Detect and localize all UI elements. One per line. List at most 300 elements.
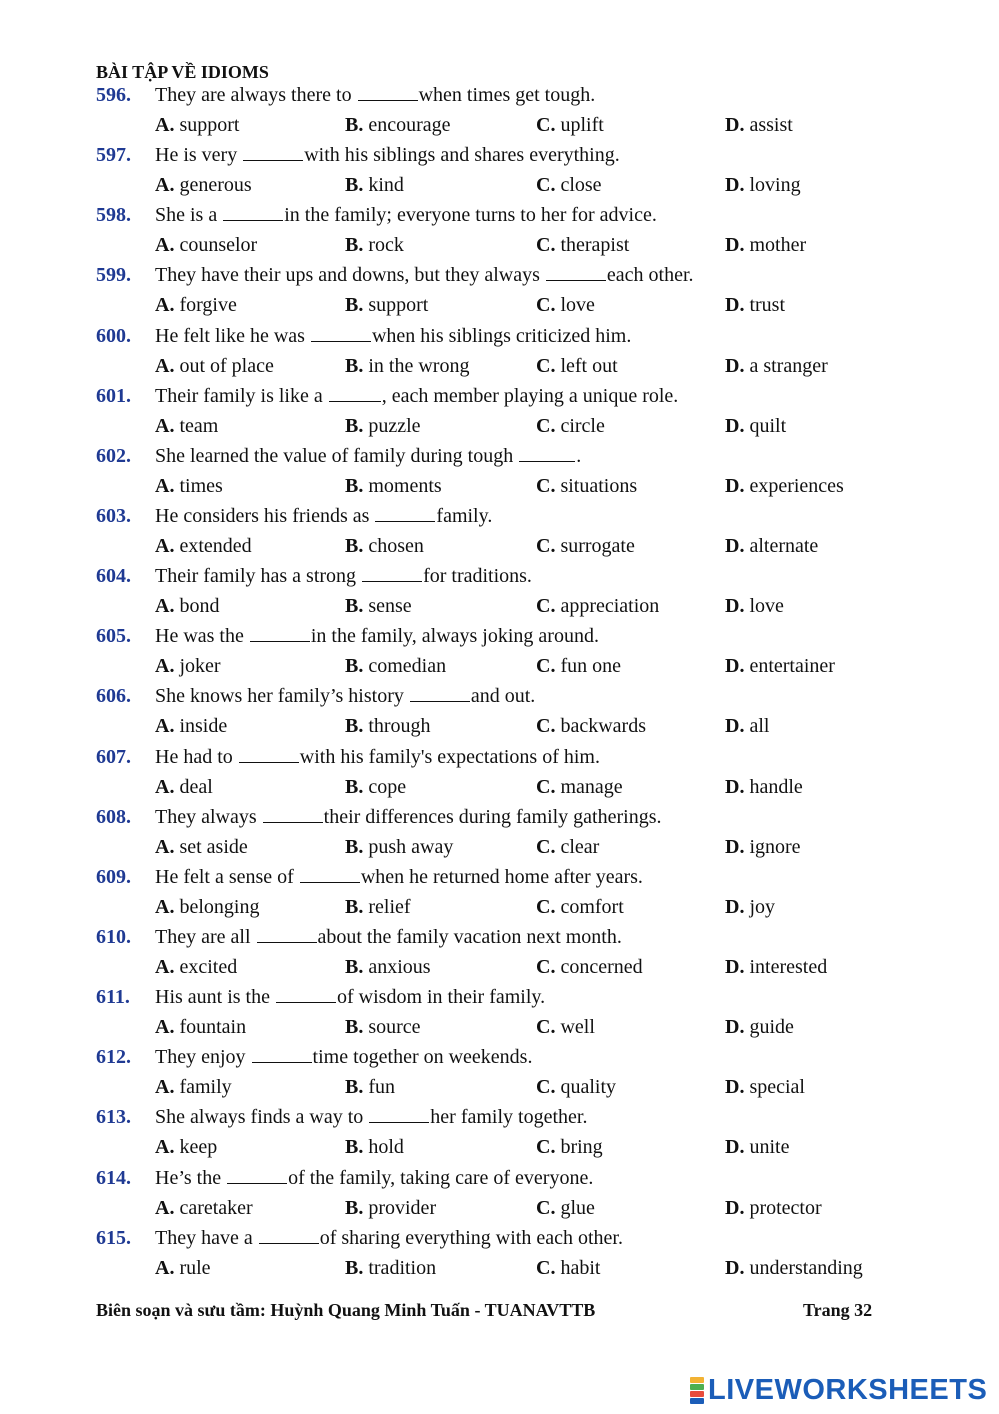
option-text: backwards (560, 715, 646, 738)
question-text-before: He felt a sense of (155, 865, 299, 888)
answer-blank[interactable] (227, 1167, 287, 1184)
question-text-before: Their family is like a (155, 384, 328, 407)
option-letter: D. (725, 715, 745, 738)
option-c[interactable] (536, 1197, 595, 1219)
option-letter: B. (345, 1256, 364, 1279)
option-letter: C. (536, 354, 556, 377)
answer-blank[interactable] (257, 926, 317, 943)
option-text: left out (560, 354, 618, 377)
question-text (155, 144, 620, 166)
option-letter: C. (536, 895, 556, 918)
answer-blank[interactable] (375, 505, 435, 522)
option-text: protector (749, 1196, 822, 1219)
option-a[interactable] (155, 595, 219, 617)
question-text-before: They enjoy (155, 1046, 251, 1069)
option-letter: C. (536, 1016, 556, 1039)
question-text-before: She learned the value of family during tough (155, 444, 519, 467)
option-text: puzzle (368, 414, 421, 437)
option-text: extended (179, 534, 252, 557)
option-text: therapist (560, 234, 630, 257)
question-text-after: with his siblings and shares everything. (304, 144, 620, 167)
answer-blank[interactable] (369, 1106, 429, 1123)
question-number: 605. (96, 625, 131, 648)
option-b[interactable] (345, 655, 446, 677)
option-b[interactable] (345, 595, 412, 617)
question-text (155, 84, 595, 106)
question-text-before: They are all (155, 925, 256, 948)
question-item (0, 982, 999, 1042)
option-letter: D. (725, 655, 745, 678)
option-text: comedian (368, 655, 447, 678)
option-b[interactable] (345, 234, 404, 256)
question-text-before: She is a (155, 204, 223, 227)
option-letter: B. (345, 234, 364, 257)
option-letter: A. (155, 1256, 175, 1279)
option-text: inside (179, 715, 228, 738)
option-letter: A. (155, 234, 175, 257)
option-b[interactable] (345, 535, 424, 557)
option-d[interactable] (725, 655, 835, 677)
option-d[interactable] (725, 415, 786, 437)
option-a[interactable] (155, 1136, 217, 1158)
option-letter: A. (155, 174, 175, 197)
page-title: BÀI TẬP VỀ IDIOMS (96, 62, 269, 82)
question-text-after: when his siblings criticized him. (371, 324, 632, 347)
option-c[interactable] (536, 294, 595, 316)
option-a[interactable] (155, 715, 227, 737)
option-d[interactable] (725, 1016, 794, 1038)
question-item (0, 200, 999, 260)
option-d[interactable] (725, 475, 844, 497)
option-c[interactable] (536, 1257, 600, 1279)
question-number: 598. (96, 204, 131, 227)
option-letter: B. (345, 775, 364, 798)
option-a[interactable] (155, 174, 252, 196)
question-item (0, 681, 999, 741)
question-text (155, 1167, 593, 1189)
option-letter: D. (725, 1196, 745, 1219)
option-b[interactable] (345, 114, 451, 136)
option-letter: D. (725, 414, 745, 437)
question-item (0, 742, 999, 802)
option-d[interactable] (725, 535, 818, 557)
answer-blank[interactable] (311, 325, 371, 342)
option-letter: C. (536, 1256, 556, 1279)
option-text: comfort (560, 895, 624, 918)
option-letter: D. (725, 234, 745, 257)
option-text: assist (749, 114, 793, 136)
option-text: understanding (749, 1256, 863, 1279)
option-text: concerned (560, 955, 643, 978)
option-text: counselor (179, 234, 258, 257)
option-text: habit (560, 1256, 601, 1279)
question-text-before: He felt like he was (155, 324, 310, 347)
option-text: uplift (560, 114, 604, 136)
option-letter: A. (155, 114, 175, 136)
question-text-before: They are always there to (155, 84, 357, 106)
question-text-after: , each member playing a unique role. (381, 384, 679, 407)
option-c[interactable] (536, 1136, 603, 1158)
answer-blank[interactable] (362, 565, 422, 582)
question-text-after: about the family vacation next month. (317, 925, 622, 948)
option-a[interactable] (155, 1076, 232, 1098)
question-number: 609. (96, 865, 131, 888)
option-text: love (560, 294, 595, 317)
answer-blank[interactable] (410, 685, 470, 702)
option-c[interactable] (536, 595, 659, 617)
question-text (155, 385, 678, 407)
question-number: 608. (96, 805, 131, 828)
option-text: push away (368, 835, 454, 858)
option-text: well (560, 1016, 595, 1039)
option-letter: D. (725, 474, 745, 497)
answer-blank[interactable] (252, 1046, 312, 1063)
logo-stripe (690, 1377, 704, 1383)
option-text: deal (179, 775, 213, 798)
option-letter: D. (725, 955, 745, 978)
option-c[interactable] (536, 956, 643, 978)
option-c[interactable] (536, 174, 602, 196)
question-text-after: of the family, taking care of everyone. (288, 1166, 594, 1189)
option-letter: D. (725, 895, 745, 918)
liveworksheets-logo-icon (690, 1377, 704, 1404)
answer-blank[interactable] (546, 264, 606, 281)
answer-blank[interactable] (358, 84, 418, 101)
answer-blank[interactable] (250, 625, 310, 642)
option-b[interactable] (345, 1076, 395, 1098)
option-text: loving (749, 174, 801, 197)
option-letter: A. (155, 294, 175, 317)
option-b[interactable] (345, 715, 431, 737)
option-letter: C. (536, 474, 556, 497)
question-number: 597. (96, 144, 131, 167)
option-text: ignore (749, 835, 801, 858)
option-c[interactable] (536, 355, 618, 377)
option-d[interactable] (725, 1257, 863, 1279)
option-c[interactable] (536, 896, 624, 918)
option-text: caretaker (179, 1196, 253, 1219)
option-letter: A. (155, 595, 175, 618)
option-text: out of place (179, 354, 274, 377)
logo-stripe (690, 1384, 704, 1390)
answer-blank[interactable] (276, 986, 336, 1003)
option-text: guide (749, 1016, 794, 1039)
option-letter: A. (155, 474, 175, 497)
question-item (0, 1042, 999, 1102)
answer-blank[interactable] (263, 806, 323, 823)
option-letter: C. (536, 715, 556, 738)
option-letter: D. (725, 1016, 745, 1039)
option-letter: C. (536, 1196, 556, 1219)
option-text: handle (749, 775, 803, 798)
option-text: set aside (179, 835, 248, 858)
question-text-after: when he returned home after years. (360, 865, 643, 888)
option-d[interactable] (725, 114, 793, 136)
question-text-after: each other. (606, 264, 694, 287)
question-item (0, 501, 999, 561)
question-text-after: their differences during family gatherings. (323, 805, 662, 828)
question-item (0, 802, 999, 862)
option-b[interactable] (345, 415, 421, 437)
option-text: rock (368, 234, 404, 257)
option-letter: C. (536, 655, 556, 678)
option-text: kind (368, 174, 404, 197)
option-letter: D. (725, 595, 745, 618)
answer-blank[interactable] (329, 385, 381, 402)
option-d[interactable] (725, 715, 769, 737)
option-letter: A. (155, 414, 175, 437)
question-item (0, 922, 999, 982)
option-d[interactable] (725, 1076, 805, 1098)
question-item (0, 381, 999, 441)
option-a[interactable] (155, 1257, 211, 1279)
option-text: support (179, 114, 240, 136)
option-text: manage (560, 775, 623, 798)
question-text-before: He was the (155, 625, 249, 648)
option-text: circle (560, 414, 605, 437)
question-number: 607. (96, 745, 131, 768)
question-item (0, 561, 999, 621)
option-a[interactable] (155, 294, 237, 316)
answer-blank[interactable] (519, 445, 575, 462)
option-letter: D. (725, 534, 745, 557)
option-c[interactable] (536, 776, 623, 798)
option-letter: D. (725, 1256, 745, 1279)
answer-blank[interactable] (223, 204, 283, 221)
question-text-before: Their family has a strong (155, 565, 362, 588)
option-b[interactable] (345, 776, 406, 798)
option-text: fountain (179, 1016, 247, 1039)
option-c[interactable] (536, 234, 629, 256)
option-b[interactable] (345, 294, 428, 316)
option-b[interactable] (345, 1257, 436, 1279)
question-number: 614. (96, 1166, 131, 1189)
option-letter: B. (345, 835, 364, 858)
option-a[interactable] (155, 415, 218, 437)
option-letter: B. (345, 895, 364, 918)
option-text: source (368, 1016, 421, 1039)
option-letter: D. (725, 114, 745, 136)
option-c[interactable] (536, 1076, 616, 1098)
option-letter: D. (725, 775, 745, 798)
option-a[interactable] (155, 776, 213, 798)
question-text-after: of sharing everything with each other. (319, 1226, 623, 1249)
option-text: all (749, 715, 770, 738)
option-d[interactable] (725, 1197, 822, 1219)
option-d[interactable] (725, 294, 785, 316)
question-text (155, 625, 599, 647)
option-b[interactable] (345, 475, 442, 497)
option-letter: C. (536, 174, 556, 197)
option-letter: B. (345, 955, 364, 978)
question-number: 602. (96, 444, 131, 467)
option-text: joy (749, 895, 776, 918)
option-text: quilt (749, 414, 787, 437)
question-text-before: She knows her family’s history (155, 685, 409, 708)
question-item (0, 321, 999, 381)
question-item (0, 862, 999, 922)
option-text: provider (368, 1196, 437, 1219)
answer-blank[interactable] (259, 1227, 319, 1244)
question-text (155, 565, 532, 587)
option-text: special (749, 1076, 805, 1099)
question-text-before: They have a (155, 1226, 258, 1249)
option-b[interactable] (345, 896, 411, 918)
option-b[interactable] (345, 1136, 404, 1158)
option-text: in the wrong (368, 354, 470, 377)
option-c[interactable] (536, 836, 599, 858)
option-a[interactable] (155, 234, 257, 256)
question-number: 610. (96, 925, 131, 948)
option-letter: C. (536, 955, 556, 978)
option-d[interactable] (725, 896, 775, 918)
option-text: appreciation (560, 595, 660, 618)
question-text (155, 1046, 532, 1068)
option-d[interactable] (725, 776, 803, 798)
option-text: mother (749, 234, 807, 257)
option-letter: A. (155, 775, 175, 798)
question-text-before: They always (155, 805, 262, 828)
option-letter: D. (725, 1136, 745, 1159)
option-text: tradition (368, 1256, 437, 1279)
question-number: 596. (96, 84, 131, 106)
logo-stripe (690, 1398, 704, 1404)
option-a[interactable] (155, 655, 221, 677)
option-text: surrogate (560, 534, 635, 557)
option-c[interactable] (536, 415, 605, 437)
option-text: excited (179, 955, 238, 978)
question-text-after: when times get tough. (418, 84, 596, 106)
page-number: Trang 32 (803, 1300, 873, 1320)
option-text: a stranger (749, 354, 828, 377)
option-c[interactable] (536, 535, 635, 557)
option-letter: C. (536, 234, 556, 257)
option-b[interactable] (345, 1016, 421, 1038)
question-text-after: time together on weekends. (312, 1046, 533, 1069)
answer-blank[interactable] (300, 866, 360, 883)
option-letter: A. (155, 715, 175, 738)
option-d[interactable] (725, 956, 827, 978)
option-letter: A. (155, 955, 175, 978)
option-a[interactable] (155, 1016, 246, 1038)
option-text: relief (368, 895, 411, 918)
option-letter: D. (725, 1076, 745, 1099)
question-text-before: He is very (155, 144, 243, 167)
question-number: 613. (96, 1106, 131, 1129)
question-text-before: They have their ups and downs, but they always (155, 264, 545, 287)
answer-blank[interactable] (243, 144, 303, 161)
option-text: sense (368, 595, 412, 618)
option-text: through (368, 715, 431, 738)
option-c[interactable] (536, 655, 621, 677)
answer-blank[interactable] (239, 746, 299, 763)
question-number: 611. (96, 986, 130, 1009)
option-b[interactable] (345, 836, 453, 858)
question-number: 599. (96, 264, 131, 287)
option-c[interactable] (536, 114, 604, 136)
option-c[interactable] (536, 715, 646, 737)
option-letter: A. (155, 534, 175, 557)
question-number: 601. (96, 384, 131, 407)
option-text: moments (368, 474, 442, 497)
option-letter: C. (536, 534, 556, 557)
option-text: anxious (368, 955, 431, 978)
question-item (0, 1163, 999, 1223)
option-letter: B. (345, 715, 364, 738)
question-text (155, 806, 662, 828)
option-b[interactable] (345, 1197, 436, 1219)
option-a[interactable] (155, 535, 252, 557)
question-text-before: He’s the (155, 1166, 227, 1189)
option-a[interactable] (155, 956, 237, 978)
question-text-after: her family together. (430, 1106, 588, 1129)
option-d[interactable] (725, 595, 784, 617)
option-letter: A. (155, 1196, 175, 1219)
option-d[interactable] (725, 836, 801, 858)
question-number: 604. (96, 565, 131, 588)
option-text: hold (368, 1136, 404, 1159)
option-a[interactable] (155, 1197, 253, 1219)
option-letter: A. (155, 1076, 175, 1099)
question-text-before: He considers his friends as (155, 504, 375, 527)
option-b[interactable] (345, 174, 404, 196)
footer-credit: Biên soạn và sưu tầm: Huỳnh Quang Minh Tuấn - TUANAVTTB (96, 1300, 596, 1320)
option-text: quality (560, 1076, 616, 1099)
option-c[interactable] (536, 1016, 595, 1038)
option-letter: B. (345, 174, 364, 197)
option-letter: C. (536, 294, 556, 317)
question-list (0, 80, 999, 1283)
question-text-before: She always finds a way to (155, 1106, 369, 1129)
option-letter: C. (536, 1136, 556, 1159)
option-letter: B. (345, 1016, 364, 1039)
option-a[interactable] (155, 114, 239, 136)
option-letter: C. (536, 775, 556, 798)
logo-stripe (690, 1391, 704, 1397)
question-text-after: of wisdom in their family. (337, 986, 546, 1009)
option-d[interactable] (725, 234, 806, 256)
option-letter: B. (345, 1076, 364, 1099)
option-d[interactable] (725, 174, 801, 196)
option-text: bring (560, 1136, 603, 1159)
option-b[interactable] (345, 355, 469, 377)
option-d[interactable] (725, 1136, 789, 1158)
question-text-before: He had to (155, 745, 238, 768)
option-letter: B. (345, 1136, 364, 1159)
option-letter: B. (345, 114, 364, 136)
option-text: alternate (749, 534, 819, 557)
question-text (155, 986, 545, 1008)
question-text-after: family. (436, 504, 493, 527)
question-text-after: . (576, 444, 582, 467)
question-item (0, 80, 999, 140)
option-a[interactable] (155, 475, 223, 497)
option-a[interactable] (155, 836, 248, 858)
question-item (0, 621, 999, 681)
liveworksheets-brand[interactable] (690, 1375, 987, 1405)
option-a[interactable] (155, 355, 274, 377)
question-text (155, 866, 643, 888)
option-a[interactable] (155, 896, 259, 918)
option-d[interactable] (725, 355, 828, 377)
option-c[interactable] (536, 475, 637, 497)
option-text: forgive (179, 294, 237, 317)
option-text: cope (368, 775, 407, 798)
option-text: belonging (179, 895, 260, 918)
option-text: rule (179, 1256, 211, 1279)
option-letter: B. (345, 354, 364, 377)
option-b[interactable] (345, 956, 431, 978)
